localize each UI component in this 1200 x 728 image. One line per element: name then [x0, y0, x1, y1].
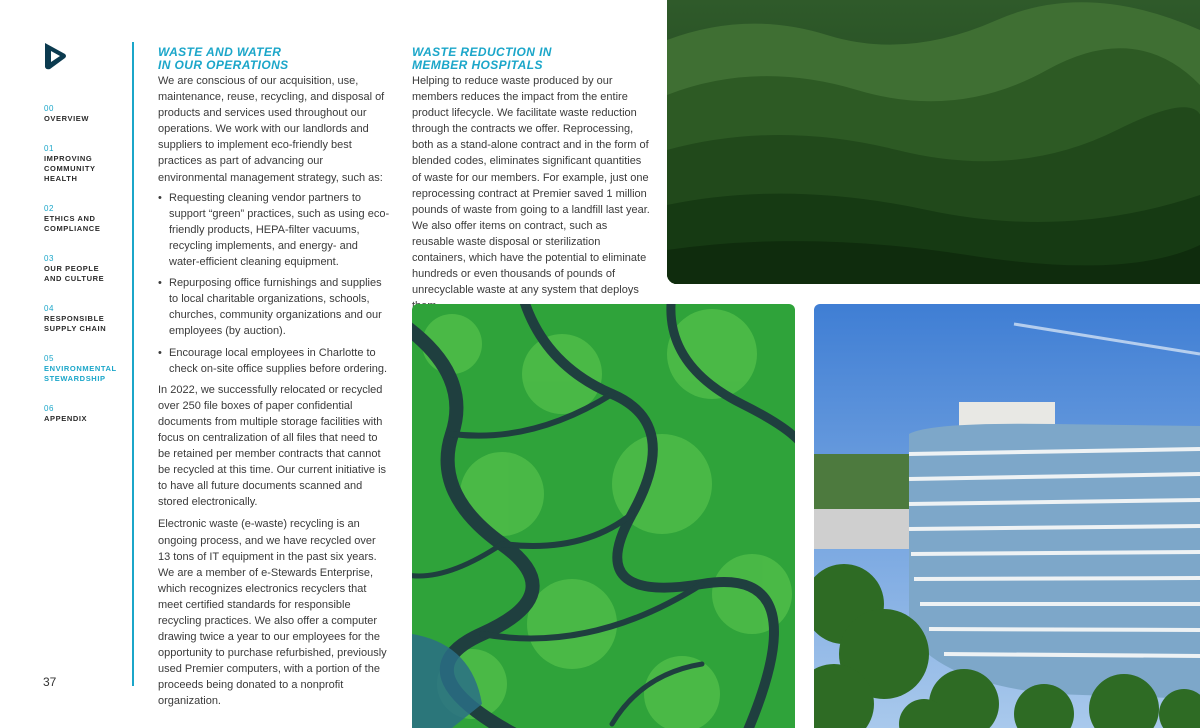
nav-item-overview[interactable] [44, 104, 134, 124]
nav-label: ETHICS AND COMPLIANCE [44, 214, 101, 233]
nav-number: 06 [44, 404, 54, 413]
nav-number: 00 [44, 104, 54, 113]
nav-number: 05 [44, 354, 54, 363]
nav-item-ethics[interactable] [44, 204, 134, 234]
nav-item-environmental[interactable] [44, 354, 134, 384]
nav-label: APPENDIX [44, 414, 88, 423]
nav-item-people[interactable] [44, 254, 134, 284]
office-building-photo [814, 304, 1200, 728]
section-heading: WASTE AND WATER IN OUR OPERATIONS [158, 45, 289, 72]
e-waste-paragraph: Electronic waste (e-waste) recycling is an ongoing process, and we have recycled over 13 tons of IT equipment in the past six years. We are a member of e-Stewards Enterprise, which recognizes electronics recyclers that meet certified standards for responsible recycling practices. We also offer a computer drawing twice a year to our employees for the opportunity to purchase refurbished, previously used Premier computers, with a portion of the proceeds being donated to a nonprofit organization. [158, 518, 387, 708]
premier-logo-icon[interactable] [42, 42, 68, 70]
nav-number: 04 [44, 304, 54, 313]
section-heading: WASTE REDUCTION IN MEMBER HOSPITALS [412, 45, 552, 72]
body-paragraph: Helping to reduce waste produced by our members reduces the impact from the entire product lifecycle. We facilitate waste reduction through the contracts we offer. Reprocessing, both as a stand-alone contract and in the form of blended codes, eliminates significant quantities of waste for our members. For example, just one reprocessing contract at Premier saved 1 million pounds of waste from going to a landfill last year. We also offer items on contract, such as reusable waste disposal or sterilization containers, which have the potential to eliminate hundreds or even thousands of pounds of unrecyclable waste at any system that deploys [412, 75, 650, 297]
waste-water-section [158, 46, 390, 714]
forest-hills-photo [667, 0, 1200, 284]
nav-label: OVERVIEW [44, 114, 90, 123]
nav-label: RESPONSIBLE SUPPLY CHAIN [44, 314, 107, 333]
list-item: • Repurposing office furnishings and supplies to local charitable organizations, schools, churches, community organizations and our employees (by auction). [169, 275, 390, 339]
nav-item-appendix[interactable] [44, 404, 134, 424]
nav-item-supply-chain[interactable] [44, 304, 134, 334]
aerial-wetland-photo [412, 304, 795, 728]
paper-recycling-paragraph: In 2022, we successfully relocated or recycled over 250 file boxes of paper confidential documents from multiple storage facilities with focus on centralization of all files that need to be retained per member contracts that cannot be recycled at this time. Our current initiative is to have all future documents scanned and stored electronically. [158, 383, 387, 509]
page-number: 37 [43, 675, 57, 689]
waste-reduction-section [412, 46, 650, 318]
nav-number: 01 [44, 144, 54, 153]
practices-list [158, 190, 390, 377]
list-item: • Encourage local employees in Charlotte to check on-site office supplies before ordering. [169, 345, 390, 377]
section-nav [44, 104, 134, 444]
nav-label: IMPROVING COMMUNITY HEALTH [44, 154, 96, 183]
nav-divider [132, 42, 134, 686]
nav-label: OUR PEOPLE AND CULTURE [44, 264, 105, 283]
nav-number: 02 [44, 204, 54, 213]
nav-label: ENVIRONMENTAL STEWARDSHIP [44, 364, 117, 383]
intro-paragraph: We are conscious of our acquisition, use, maintenance, reuse, recycling, and disposal of products and services used throughout our operations. We work with our landlords and suppliers to implement eco-friendly best practices as part of advancing our environmental management strategy, such as: [158, 75, 385, 184]
nav-item-community-health[interactable] [44, 144, 134, 184]
nav-number: 03 [44, 254, 54, 263]
list-item: • Requesting cleaning vendor partners to support “green” practices, such as using eco-friendly products, HEPA-filter vacuums, recycling implements, and energy- and water-efficient cleaning equipment. [169, 190, 390, 270]
